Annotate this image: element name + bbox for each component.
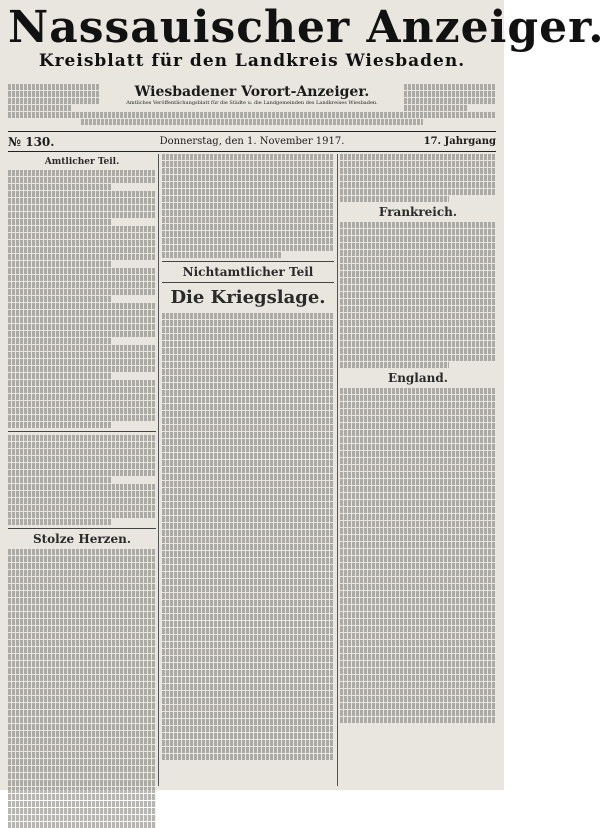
article-body bbox=[340, 222, 496, 368]
subscription-note bbox=[8, 84, 100, 112]
section-heading: Amtlicher Teil. bbox=[44, 157, 120, 167]
advertising-note bbox=[404, 84, 496, 112]
issue-date: Donnerstag, den 1. November 1917. bbox=[159, 136, 345, 147]
article-body bbox=[8, 170, 156, 525]
story-heading: Stolze Herzen. bbox=[32, 532, 132, 546]
story-body bbox=[8, 549, 156, 828]
article-body bbox=[340, 154, 496, 202]
supplement-title: Wiesbadener Vorort-Anzeiger. bbox=[134, 84, 370, 100]
column-left bbox=[8, 154, 156, 786]
column-separator bbox=[337, 154, 338, 786]
section-heading: Frankreich. bbox=[378, 205, 458, 219]
top-rule bbox=[8, 131, 496, 132]
story-heading: Die Kriegslage. bbox=[170, 287, 326, 308]
masthead-title: Nassauischer Anzeiger. bbox=[8, 2, 605, 53]
article-body bbox=[162, 154, 334, 258]
organisation-line bbox=[8, 112, 496, 125]
story-body bbox=[162, 313, 334, 760]
column-separator bbox=[158, 154, 159, 786]
masthead-subtitle: Kreisblatt für den Landkreis Wiesbaden. bbox=[38, 51, 466, 71]
volume-label: 17. Jahrgang bbox=[423, 136, 496, 147]
column-right bbox=[340, 154, 496, 786]
bottom-rule bbox=[8, 151, 496, 152]
dateline bbox=[8, 134, 496, 150]
masthead bbox=[8, 2, 605, 78]
article-body bbox=[340, 388, 496, 723]
section-heading: England. bbox=[388, 371, 448, 385]
column-middle bbox=[162, 154, 334, 786]
official-line: Amtliches Veröffentlichungsblatt für die Städte u. die Landgemeinden des Landkreises Wiesbaden. bbox=[126, 100, 378, 106]
section-heading: Nichtamtlicher Teil bbox=[182, 265, 314, 279]
issue-number: № 130. bbox=[8, 135, 55, 149]
